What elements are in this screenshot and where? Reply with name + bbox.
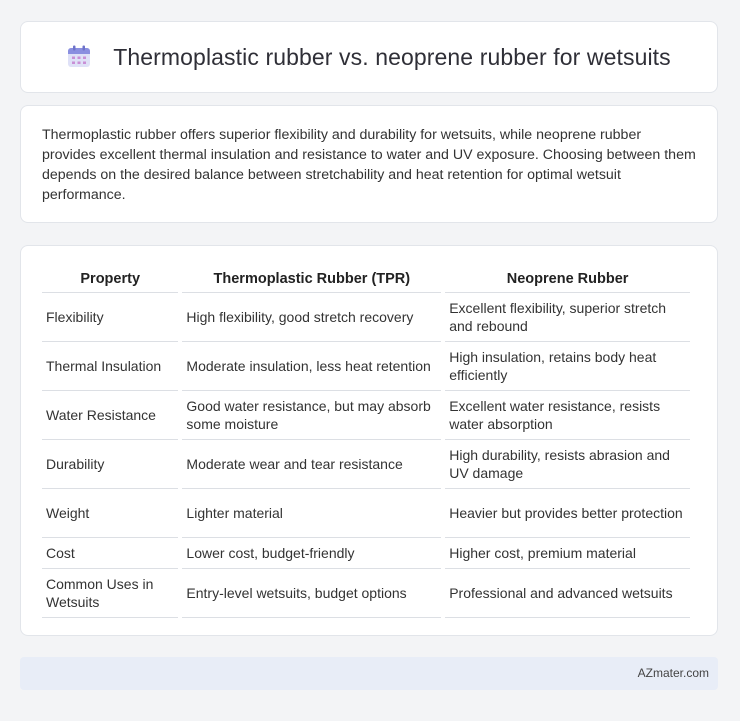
table-row xyxy=(42,293,690,342)
comparison-table xyxy=(38,265,694,618)
table-row xyxy=(42,440,690,489)
cell-tpr: Moderate insulation, less heat retention xyxy=(182,342,441,391)
cell-neoprene: Higher cost, premium material xyxy=(445,538,690,569)
table-row xyxy=(42,569,690,618)
cell-neoprene: Excellent water resistance, resists water absorption xyxy=(445,391,690,440)
cell-tpr: Lower cost, budget-friendly xyxy=(182,538,441,569)
cell-property: Flexibility xyxy=(42,293,178,342)
table-row xyxy=(42,391,690,440)
table-row xyxy=(42,489,690,538)
cell-neoprene: High durability, resists abrasion and UV damage xyxy=(445,440,690,489)
table-header-row xyxy=(42,265,690,293)
cell-neoprene: Excellent flexibility, superior stretch and rebound xyxy=(445,293,690,342)
calendar-icon xyxy=(67,45,91,69)
cell-property: Thermal Insulation xyxy=(42,342,178,391)
summary-text: Thermoplastic rubber offers superior flexibility and durability for wetsuits, while neoprene rubber provides excellent thermal insulation and resistance to water and UV exposure. Choosing between them depends on the desired balance between stretchability and heat retention for optimal wetsuit performance. xyxy=(42,127,696,203)
cell-property: Durability xyxy=(42,440,178,489)
table-row xyxy=(42,538,690,569)
cell-property: Water Resistance xyxy=(42,391,178,440)
cell-property: Cost xyxy=(42,538,178,569)
cell-neoprene: Heavier but provides better protection xyxy=(445,489,690,538)
cell-property: Weight xyxy=(42,489,178,538)
title-card xyxy=(20,21,718,93)
header-tpr: Thermoplastic Rubber (TPR) xyxy=(182,265,441,293)
cell-neoprene: High insulation, retains body heat efficiently xyxy=(445,342,690,391)
page-title: Thermoplastic rubber vs. neoprene rubber for wetsuits xyxy=(113,43,671,70)
header-property: Property xyxy=(42,265,178,293)
header-neoprene: Neoprene Rubber xyxy=(445,265,690,293)
footer-brand: AZmater.com xyxy=(637,666,709,680)
cell-tpr: Good water resistance, but may absorb some moisture xyxy=(182,391,441,440)
cell-property: Common Uses in Wetsuits xyxy=(42,569,178,618)
cell-neoprene: Professional and advanced wetsuits xyxy=(445,569,690,618)
cell-tpr: Lighter material xyxy=(182,489,441,538)
cell-tpr: Entry-level wetsuits, budget options xyxy=(182,569,441,618)
table-row xyxy=(42,342,690,391)
comparison-card xyxy=(20,245,718,636)
footer-bar xyxy=(20,657,718,690)
summary-card xyxy=(20,105,718,223)
cell-tpr: Moderate wear and tear resistance xyxy=(182,440,441,489)
cell-tpr: High flexibility, good stretch recovery xyxy=(182,293,441,342)
